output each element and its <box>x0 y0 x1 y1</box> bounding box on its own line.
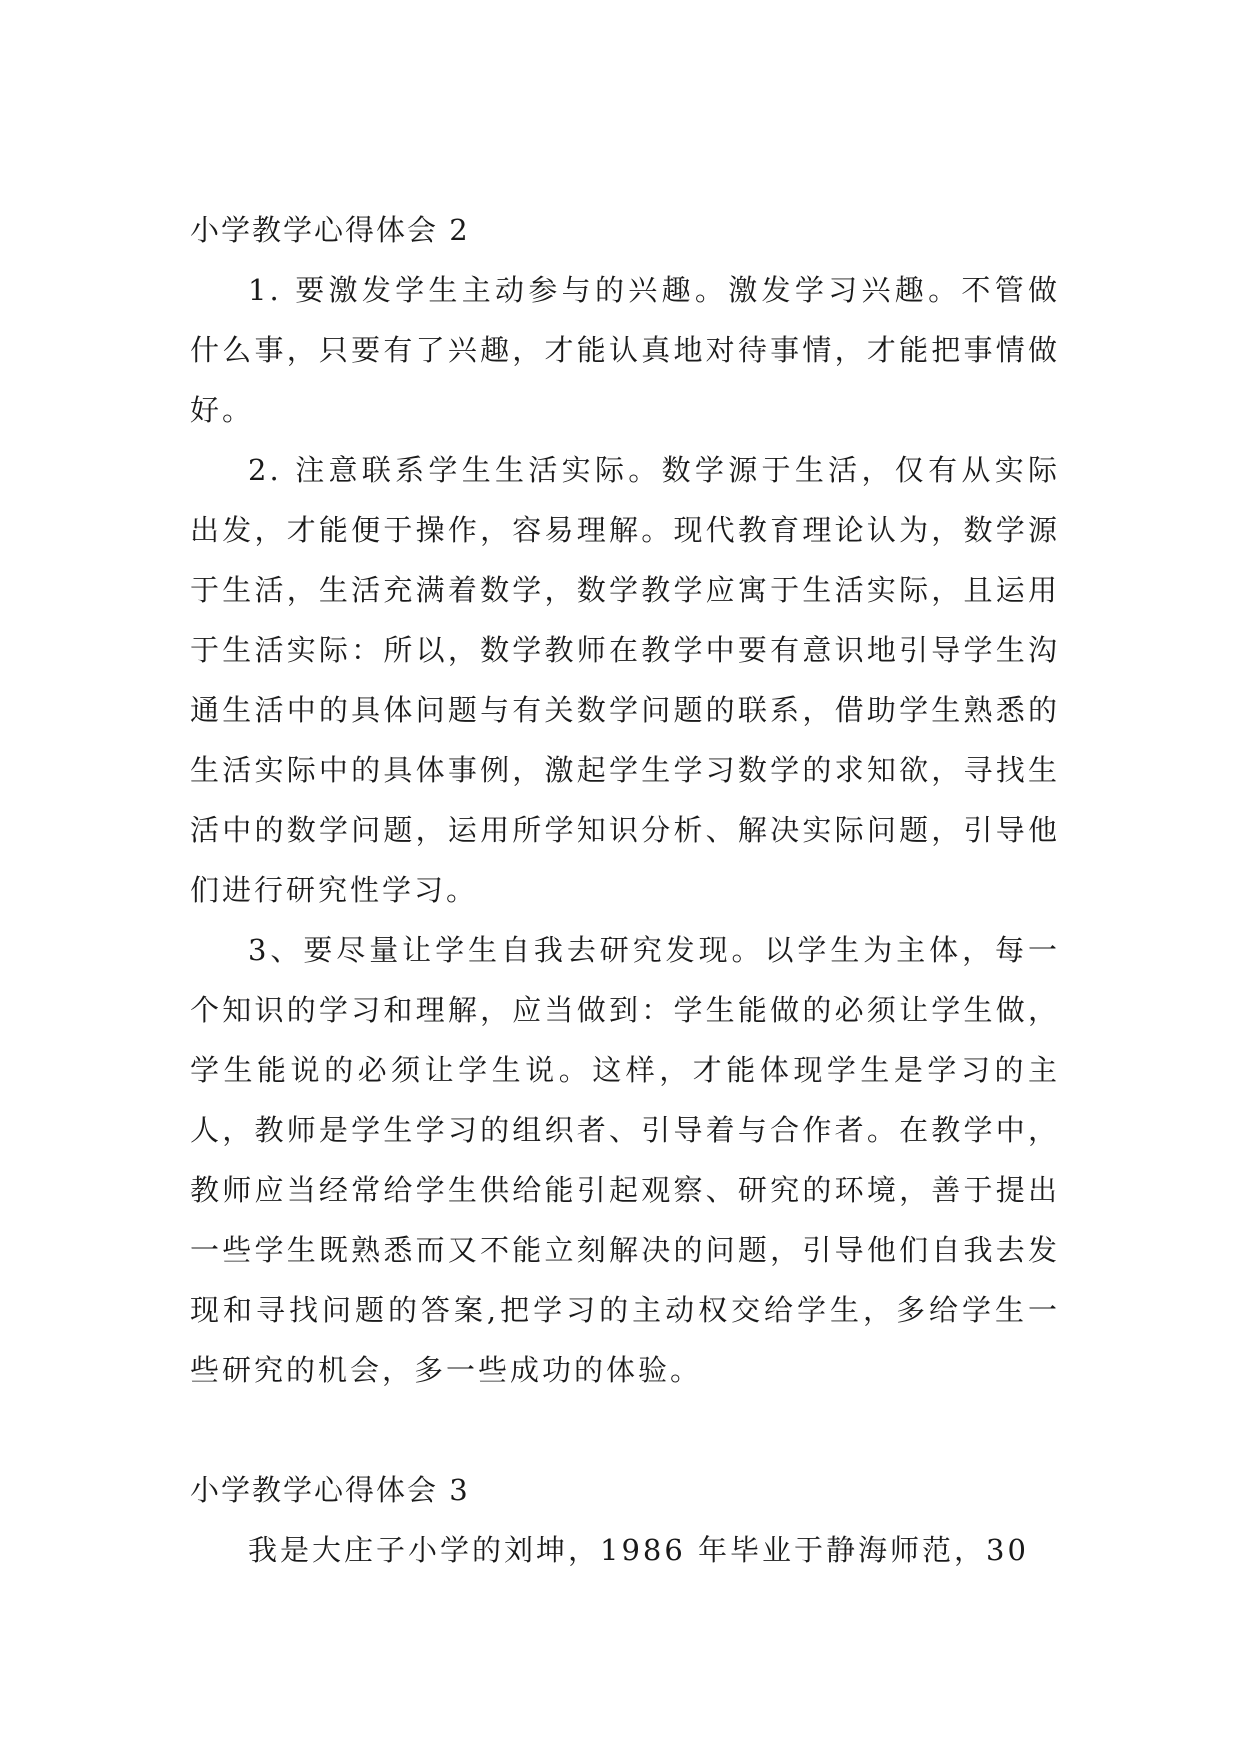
document-page <box>190 200 1060 1580</box>
section-heading-3: 小学教学心得体会 3 <box>190 1473 470 1507</box>
paragraph-4: 我是大庄子小学的刘坤，1986 年毕业于静海师范，30 <box>248 1533 1029 1567</box>
section-heading-2: 小学教学心得体会 2 <box>190 213 470 247</box>
section-divider-space <box>190 1400 1060 1460</box>
paragraph-2: 2. 注意联系学生生活实际。数学源于生活，仅有从实际出发，才能便于操作，容易理解。现代教育理论认为，数学源于生活，生活充满着数学，数学教学应寓于生活实际，且运用于生活实际：所以，数学教师在教学中要有意识地引导学生沟通生活中的具体问题与有关数学问题的联系，借助学生熟悉的生活实际中的具体事例，激起学生学习数学的求知欲，寻找生活中的数学问题，运用所学知识分析、解决实际问题，引导他们进行研究性学习。 <box>190 453 1060 907</box>
paragraph-1: 1. 要激发学生主动参与的兴趣。激发学习兴趣。不管做什么事，只要有了兴趣，才能认真地对待事情，才能把事情做好。 <box>190 273 1060 427</box>
paragraph-3: 3、要尽量让学生自我去研究发现。以学生为主体，每一个知识的学习和理解，应当做到：学生能做的必须让学生做，学生能说的必须让学生说。这样，才能体现学生是学习的主人，教师是学生学习的组织者、引导着与合作者。在教学中，教师应当经常给学生供给能引起观察、研究的环境，善于提出一些学生既熟悉而又不能立刻解决的问题，引导他们自我去发现和寻找问题的答案,把学习的主动权交给学生，多给学生一些研究的机会，多一些成功的体验。 <box>190 933 1060 1387</box>
